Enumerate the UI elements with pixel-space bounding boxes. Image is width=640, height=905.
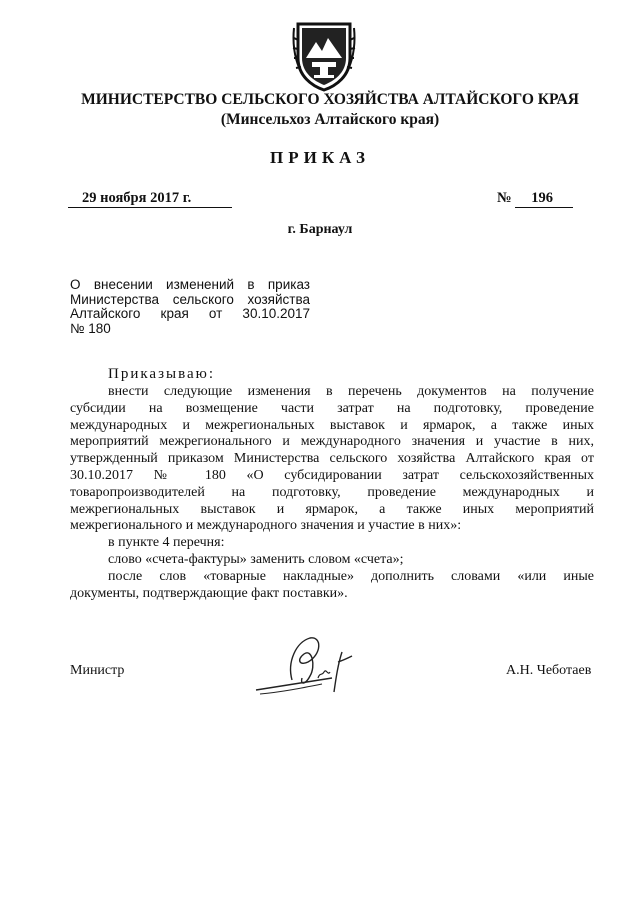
body-line: товаропроизводителей на подготовку, проведение международных и [70, 484, 594, 500]
body-line: 30.10.2017 № 180 «О субсидировании затрат сельскохозяйственных [70, 467, 594, 483]
ministry-full-name: МИНИСТЕРСТВО СЕЛЬСКОГО ХОЗЯЙСТВА АЛТАЙСКОГО КРАЯ [81, 91, 579, 108]
body-line: утвержденный приказом Министерства сельского хозяйства Алтайского края от [70, 451, 594, 467]
item-point: в пункте 4 перечня: [108, 535, 225, 551]
item-after-line: документы, подтверждающие факт поставки». [70, 585, 348, 601]
signatory-position: Министр [70, 663, 125, 678]
body-line: межрегиональных выставок и ярмарок, а также иных мероприятий [70, 501, 594, 517]
body-line: международных и межрегиональных выставок и ярмарок, а также иных [70, 417, 594, 433]
order-word: Приказываю: [108, 366, 215, 382]
coat-of-arms-icon [292, 18, 356, 92]
body-line: межрегионального и международного значения и участие в них»: [70, 518, 462, 534]
document-body [70, 384, 594, 602]
document-subject [70, 278, 310, 336]
subject-line: О внесении изменений в приказ [70, 277, 310, 292]
main-paragraph [70, 384, 594, 535]
item-word-replace: слово «счета-фактуры» заменить словом «счета»; [108, 551, 404, 567]
document-date: 29 ноября 2017 г. [68, 190, 232, 208]
document-type-title: ПРИКАЗ [270, 148, 370, 167]
ministry-header [40, 90, 620, 130]
handwritten-signature-icon [252, 632, 362, 702]
signatory-name: А.Н. Чеботаев [506, 663, 592, 678]
number-label: № [497, 190, 512, 206]
body-line: субсидии на возмещение части затрат на подготовку, проведение [70, 400, 594, 416]
subject-line: № 180 [70, 320, 111, 336]
document-city: г. Барнаул [287, 222, 353, 237]
item-after-line: после слов «товарные накладные» дополнить словами «или иные [108, 568, 594, 584]
body-line: внести следующие изменения в перечень документов на получение [108, 384, 594, 399]
ministry-short-name: (Минсельхоз Алтайского края) [220, 111, 440, 128]
subject-line: Алтайского края от 30.10.2017 [70, 306, 310, 321]
subject-line: Министерства сельского хозяйства [70, 291, 310, 307]
body-line: мероприятий межрегионального и международного значения и участие в них, [70, 434, 594, 450]
document-number: 196 [515, 190, 573, 208]
document-number-block [497, 190, 573, 208]
